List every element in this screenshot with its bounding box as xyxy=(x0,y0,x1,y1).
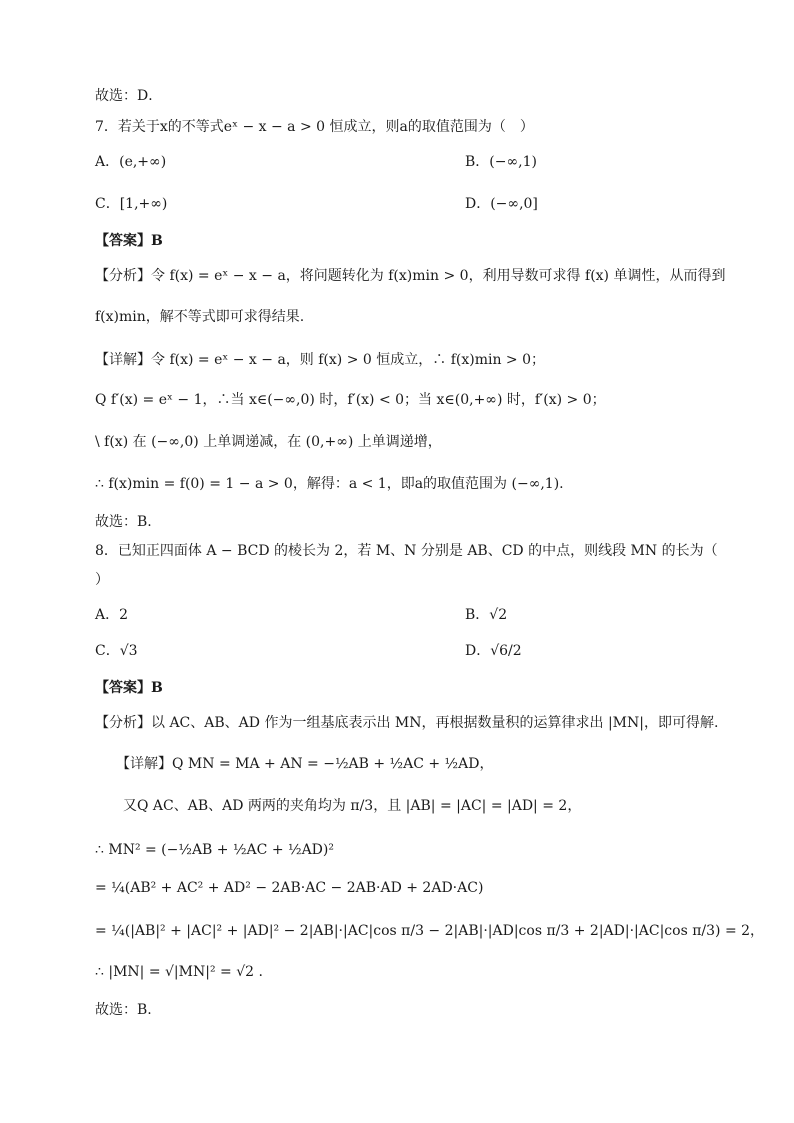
text-line xyxy=(95,474,564,494)
text-line xyxy=(95,962,263,982)
option-text: D．√6/2 xyxy=(465,643,522,659)
text-line xyxy=(95,541,718,561)
text-line xyxy=(95,266,725,286)
line-text: ∴ f(x)min = f(0) = 1 − a > 0，解得：a < 1，即a的取值范围为 (−∞,1). xyxy=(95,476,564,492)
text-line xyxy=(95,754,493,774)
text-line xyxy=(95,390,606,410)
text-line xyxy=(95,1000,152,1020)
option-text: D．(−∞,0] xyxy=(465,196,538,212)
option-text: B．√2 xyxy=(465,607,508,623)
line-text: 8．已知正四面体 A − BCD 的棱长为 2，若 M、N 分别是 AB、CD 的中点，则线段 MN 的长为（ xyxy=(95,543,718,559)
text-line xyxy=(95,512,152,532)
line-text: ） xyxy=(95,572,109,588)
line-text: 【详解】令 f(x) = eˣ − x − a，则 f(x) > 0 恒成立，∴ f(x)min > 0； xyxy=(95,352,546,368)
text-line xyxy=(95,840,334,860)
text-line xyxy=(95,350,545,370)
text-line xyxy=(95,921,764,941)
line-text: = ¼(AB² + AC² + AD² − 2AB·AC − 2AB·AD + 2AD·AC) xyxy=(95,880,484,896)
line-text: 故选：B. xyxy=(95,1002,152,1018)
line-text: 【详解】Q MN = MA + AN = −½AB + ½AC + ½AD， xyxy=(95,756,494,772)
line-text: C．√3 xyxy=(95,643,138,659)
line-text: A．(e,+∞) xyxy=(95,154,167,170)
text-line xyxy=(95,605,508,625)
line-text: ∴ MN² = (−½AB + ½AC + ½AD)² xyxy=(95,842,334,858)
line-text: 【答案】B xyxy=(95,233,163,249)
text-line xyxy=(95,152,537,172)
text-line xyxy=(95,678,163,698)
text-line xyxy=(95,117,534,137)
text-line xyxy=(95,878,483,898)
text-line xyxy=(95,641,522,661)
line-text: 又Q AC、AB、AD 两两的夹角均为 π/3，且 |AB| = |AC| = |AD| = 2， xyxy=(95,798,582,814)
line-text: 故选：B. xyxy=(95,514,152,530)
text-line xyxy=(95,796,581,816)
line-text: ∴ |MN| = √|MN|² = √2 . xyxy=(95,964,263,980)
line-text: f(x)min，解不等式即可求得结果. xyxy=(95,309,305,325)
line-text: 故选：D． xyxy=(95,88,163,104)
text-line xyxy=(95,570,109,590)
line-text: 【答案】B xyxy=(95,680,163,696)
line-text: 【分析】以 AC、AB、AD 作为一组基底表示出 MN，再根据数量积的运算律求出 |MN|，即可得解. xyxy=(95,715,719,731)
text-line xyxy=(95,231,163,251)
text-line xyxy=(95,194,538,214)
text-line xyxy=(95,713,718,733)
line-text: C．[1,+∞) xyxy=(95,196,168,212)
line-text: 【分析】令 f(x) = eˣ − x − a，将问题转化为 f(x)min > 0，利用导数可求得 f(x) 单调性，从而得到 xyxy=(95,268,726,284)
line-text: = ¼(|AB|² + |AC|² + |AD|² − 2|AB|·|AC|cos π/3 − 2|AB|·|AD|cos π/3 + 2|AD|·|AC|cos π/3) = 2， xyxy=(95,923,765,939)
line-text: \ f(x) 在 (−∞,0) 上单调递减，在 (0,+∞) 上单调递增， xyxy=(95,434,442,450)
line-text: 7．若关于x的不等式eˣ − x − a > 0 恒成立，则a的取值范围为（ ） xyxy=(95,119,534,135)
option-text: B．(−∞,1) xyxy=(465,154,537,170)
text-line xyxy=(95,432,442,452)
line-text: Q f′(x) = eˣ − 1，∴当 x∈(−∞,0) 时，f′(x) < 0；当 x∈(0,+∞) 时，f′(x) > 0； xyxy=(95,392,606,408)
text-line xyxy=(95,307,304,327)
line-text: A．2 xyxy=(95,607,129,623)
text-line xyxy=(95,86,162,106)
